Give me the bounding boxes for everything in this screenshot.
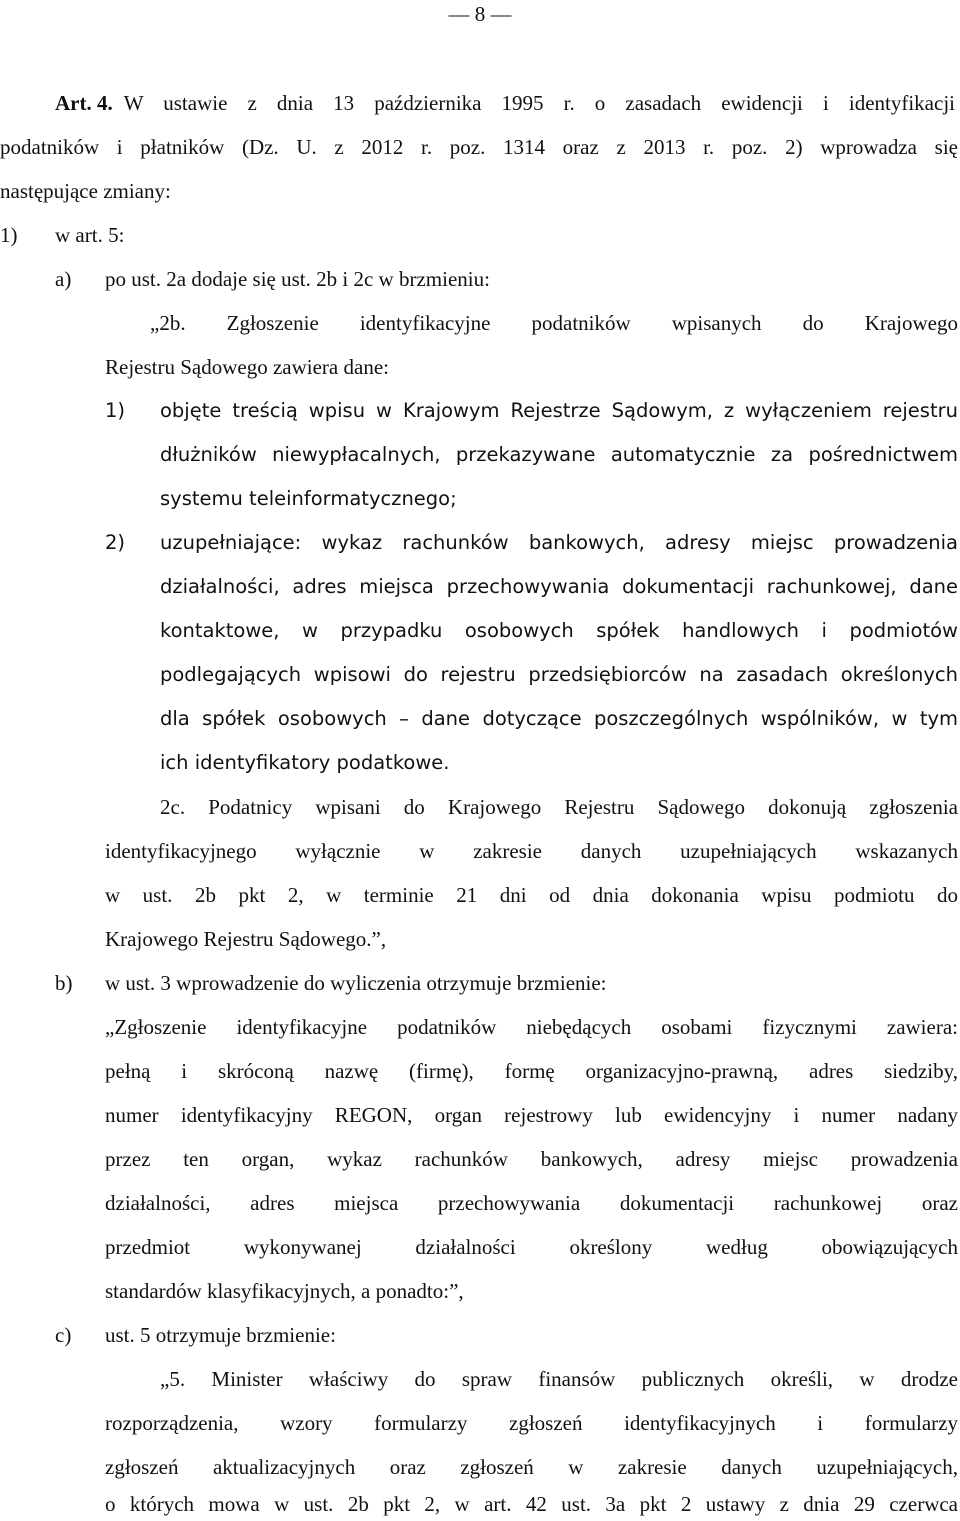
letter-a-text: po ust. 2a dodaje się ust. 2b i 2c w brzmieniu: <box>105 267 490 291</box>
item-1-line-2: dłużników niewypłacalnych, przekazywane automatycznie za pośrednictwem <box>160 443 958 466</box>
quote-3-line-2: pełną i skróconą nazwę (firmę), formę organizacyjno-prawną, adres siedziby, <box>105 1059 958 1083</box>
quote-3-line-7: standardów klasyfikacyjnych, a ponadto:”, <box>105 1279 464 1303</box>
letter-c-text: ust. 5 otrzymuje brzmienie: <box>105 1323 336 1347</box>
item-1-number: 1) <box>105 399 126 422</box>
quote-3-line-1: „Zgłoszenie identyfikacyjne podatników niebędących osobami fizycznymi zawiera: <box>105 1015 958 1039</box>
para-2c-line-3: w ust. 2b pkt 2, w terminie 21 dni od dnia dokonania wpisu podmiotu do <box>105 883 958 907</box>
item-2-line-1: uzupełniające: wykaz rachunków bankowych, adresy miejsc prowadzenia <box>160 531 958 554</box>
article-title: Art. 4. <box>55 91 113 115</box>
item-2-line-3: kontaktowe, w przypadku osobowych spółek handlowych i podmiotów <box>160 619 958 642</box>
point-number-1: 1) <box>0 223 18 247</box>
page-number: — 8 — <box>448 2 512 26</box>
item-2-line-5: dla spółek osobowych – dane dotyczące poszczególnych wspólników, w tym <box>160 707 958 730</box>
letter-b-text: w ust. 3 wprowadzenie do wyliczenia otrzymuje brzmienie: <box>105 971 607 995</box>
quote-3-line-5: działalności, adres miejsca przechowywania dokumentacji rachunkowej oraz <box>105 1191 958 1215</box>
quote-3-line-3: numer identyfikacyjny REGON, organ rejestrowy lub ewidencyjny i numer nadany <box>105 1103 958 1127</box>
quote-3-line-6: przedmiot wykonywanej działalności określony według obowiązujących <box>105 1235 958 1259</box>
item-2-line-4: podlegających wpisowi do rejestru przedsiębiorców na zasadach określonych <box>160 663 958 686</box>
article-intro-line-3: następujące zmiany: <box>0 179 171 203</box>
quote-5-line-4: o których mowa w ust. 2b pkt 2, w art. 42 ust. 3a pkt 2 ustawy z dnia 29 czerwca <box>105 1492 958 1516</box>
item-1-line-1: objęte treścią wpisu w Krajowym Rejestrze Sądowym, z wyłączeniem rejestru <box>160 399 958 422</box>
item-2-line-2: działalności, adres miejsca przechowywania dokumentacji rachunkowej, dane <box>160 575 958 598</box>
article-heading <box>55 89 955 117</box>
article-intro-line-2: podatników i płatników (Dz. U. z 2012 r. poz. 1314 oraz z 2013 r. poz. 2) wprowadza się <box>0 135 958 159</box>
letter-c: c) <box>55 1323 72 1347</box>
article-intro-line-1: W ustawie z dnia 13 października 1995 r. o zasadach ewidencji i identyfikacji <box>123 91 955 115</box>
letter-a: a) <box>55 267 72 291</box>
quote-5-line-1: „5. Minister właściwy do spraw finansów publicznych określi, w drodze <box>160 1367 958 1391</box>
quote-5-line-2: rozporządzenia, wzory formularzy zgłoszeń identyfikacyjnych i formularzy <box>105 1411 958 1435</box>
item-2-number: 2) <box>105 531 126 554</box>
quote-5-line-3: zgłoszeń aktualizacyjnych oraz zgłoszeń w zakresie danych uzupełniających, <box>105 1455 958 1479</box>
para-2c-line-1: 2c. Podatnicy wpisani do Krajowego Rejestru Sądowego dokonują zgłoszenia <box>160 795 958 819</box>
letter-b: b) <box>55 971 73 995</box>
item-1-line-3: systemu teleinformatycznego; <box>160 487 457 510</box>
para-2c-line-2: identyfikacyjnego wyłącznie w zakresie danych uzupełniających wskazanych <box>105 839 958 863</box>
item-2-line-6: ich identyfikatory podatkowe. <box>160 751 450 774</box>
quote-3-line-4: przez ten organ, wykaz rachunków bankowych, adresy miejsc prowadzenia <box>105 1147 958 1171</box>
para-2c-line-4: Krajowego Rejestru Sądowego.”, <box>105 927 387 951</box>
para-2b-line-2: Rejestru Sądowego zawiera dane: <box>105 355 389 379</box>
point-1-text: w art. 5: <box>55 223 125 247</box>
para-2b-line-1: „2b. Zgłoszenie identyfikacyjne podatników wpisanych do Krajowego <box>150 311 958 335</box>
